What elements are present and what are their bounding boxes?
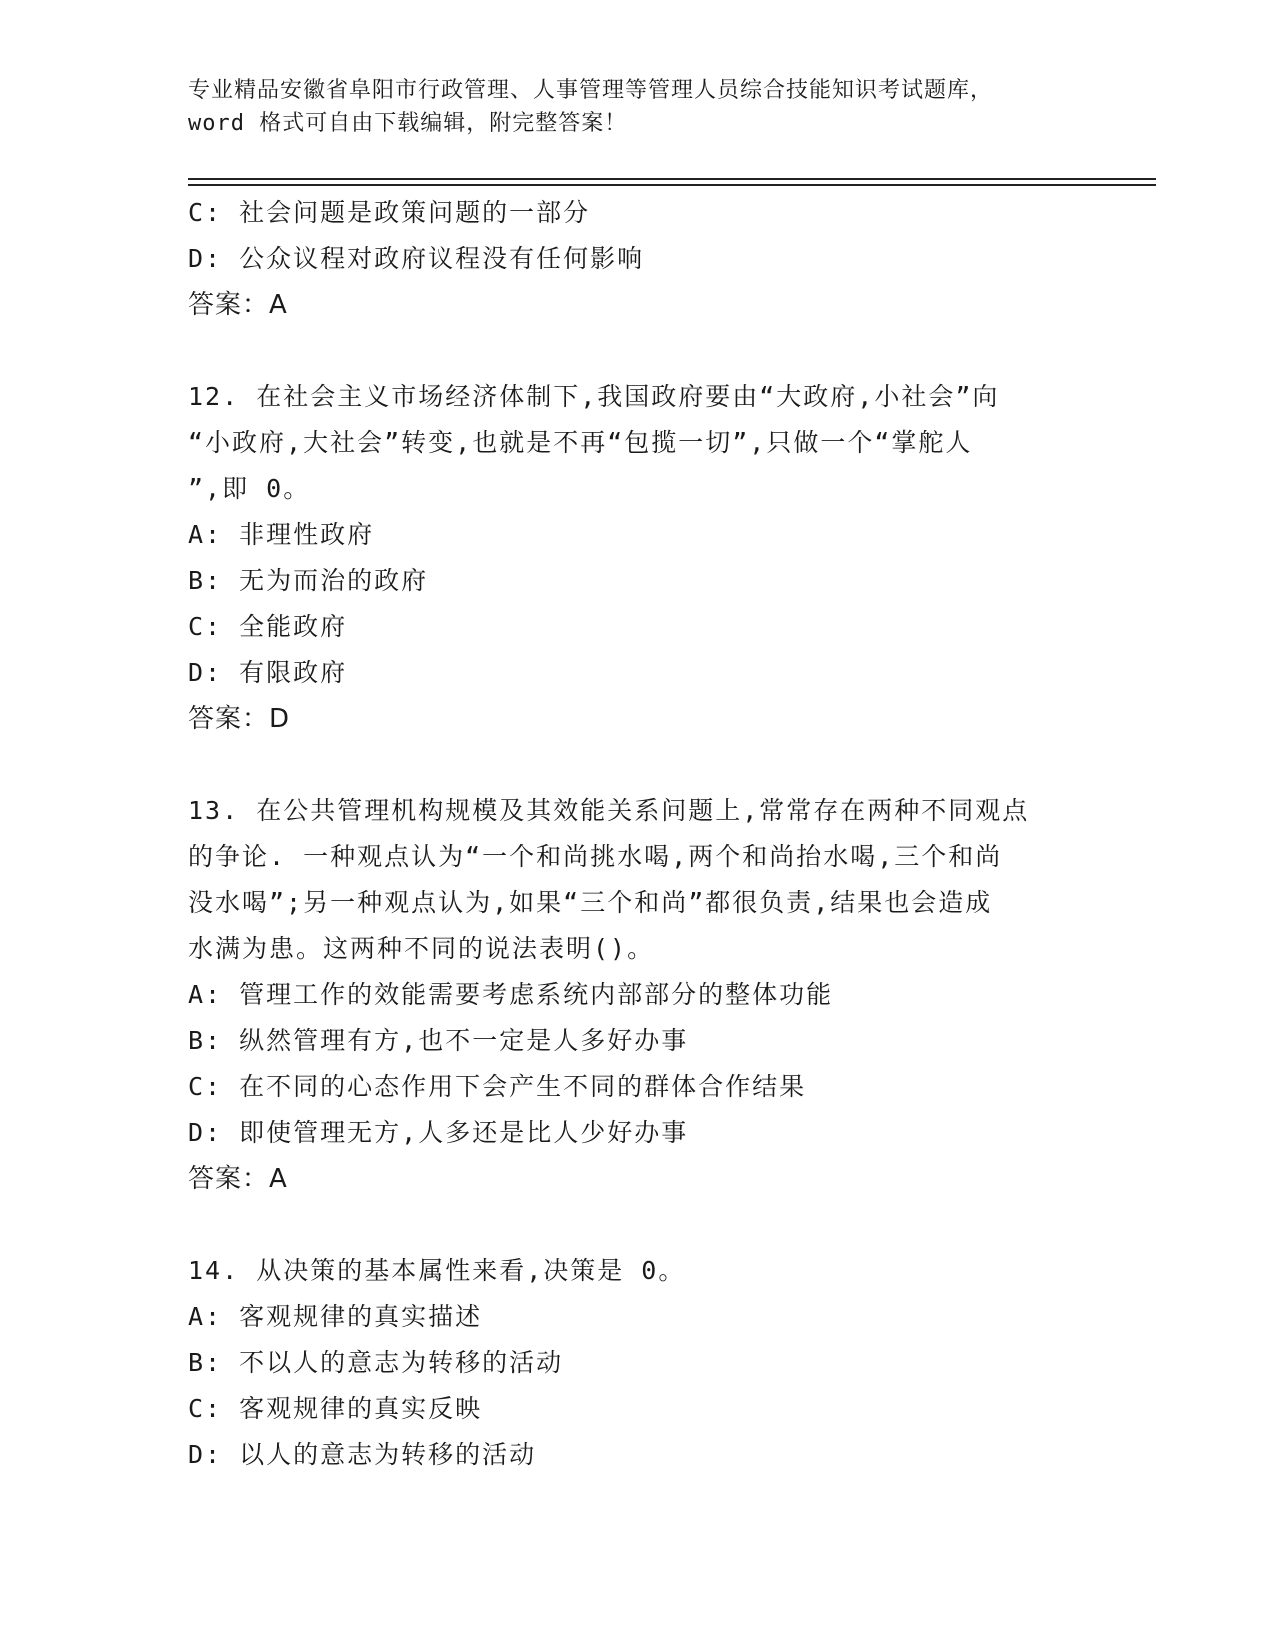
header-rule-bottom [188,184,1156,186]
question-stem: 12. 在社会主义市场经济体制下,我国政府要由“大政府,小社会”向 [188,382,1000,411]
option-b: B: 纵然管理有方,也不一定是人多好办事 [188,1026,689,1055]
spacer [188,1202,1088,1248]
option-a: A: 管理工作的效能需要考虑系统内部部分的整体功能 [188,980,834,1009]
question-11 [188,190,1088,328]
header-line-2: word 格式可自由下载编辑，附完整答案！ [188,111,628,136]
option-d: D: 即使管理无方,人多还是比人少好办事 [188,1118,689,1147]
question-stem: 水满为患。这两种不同的说法表明()。 [188,934,655,963]
option-d: D: 以人的意志为转移的活动 [188,1440,537,1469]
option-c: C: 在不同的心态作用下会产生不同的群体合作结果 [188,1072,807,1101]
answer: 答案：D [188,704,291,734]
option-a: A: 客观规律的真实描述 [188,1302,483,1331]
spacer [188,742,1088,788]
answer: 答案：A [188,290,288,320]
question-stem: 13. 在公共管理机构规模及其效能关系问题上,常常存在两种不同观点 [188,796,1030,825]
spacer [188,328,1088,374]
question-stem: 的争论. 一种观点认为“一个和尚挑水喝,两个和尚抬水喝,三个和尚 [188,842,1003,871]
question-14 [188,1248,1088,1478]
header-rule-top [188,178,1156,180]
option-d: D: 有限政府 [188,658,348,687]
question-stem: “小政府,大社会”转变,也就是不再“包揽一切”,只做一个“掌舵人 [188,428,973,457]
option-b: B: 无为而治的政府 [188,566,429,595]
question-stem: 没水喝”;另一种观点认为,如果“三个和尚”都很负责,结果也会造成 [188,888,993,917]
option-c: C: 社会问题是政策问题的一部分 [188,198,591,227]
question-stem: 14. 从决策的基本属性来看,决策是 0。 [188,1256,686,1285]
option-c: C: 客观规律的真实反映 [188,1394,483,1423]
document-header [188,74,1088,140]
question-12 [188,374,1088,742]
answer: 答案：A [188,1164,288,1194]
question-13 [188,788,1088,1202]
option-b: B: 不以人的意志为转移的活动 [188,1348,564,1377]
question-list [188,190,1088,1478]
header-line-1: 专业精品安徽省阜阳市行政管理、人事管理等管理人员综合技能知识考试题库， [188,78,994,103]
option-a: A: 非理性政府 [188,520,375,549]
question-stem: ”,即 0。 [188,474,311,503]
option-d: D: 公众议程对政府议程没有任何影响 [188,244,645,273]
option-c: C: 全能政府 [188,612,348,641]
